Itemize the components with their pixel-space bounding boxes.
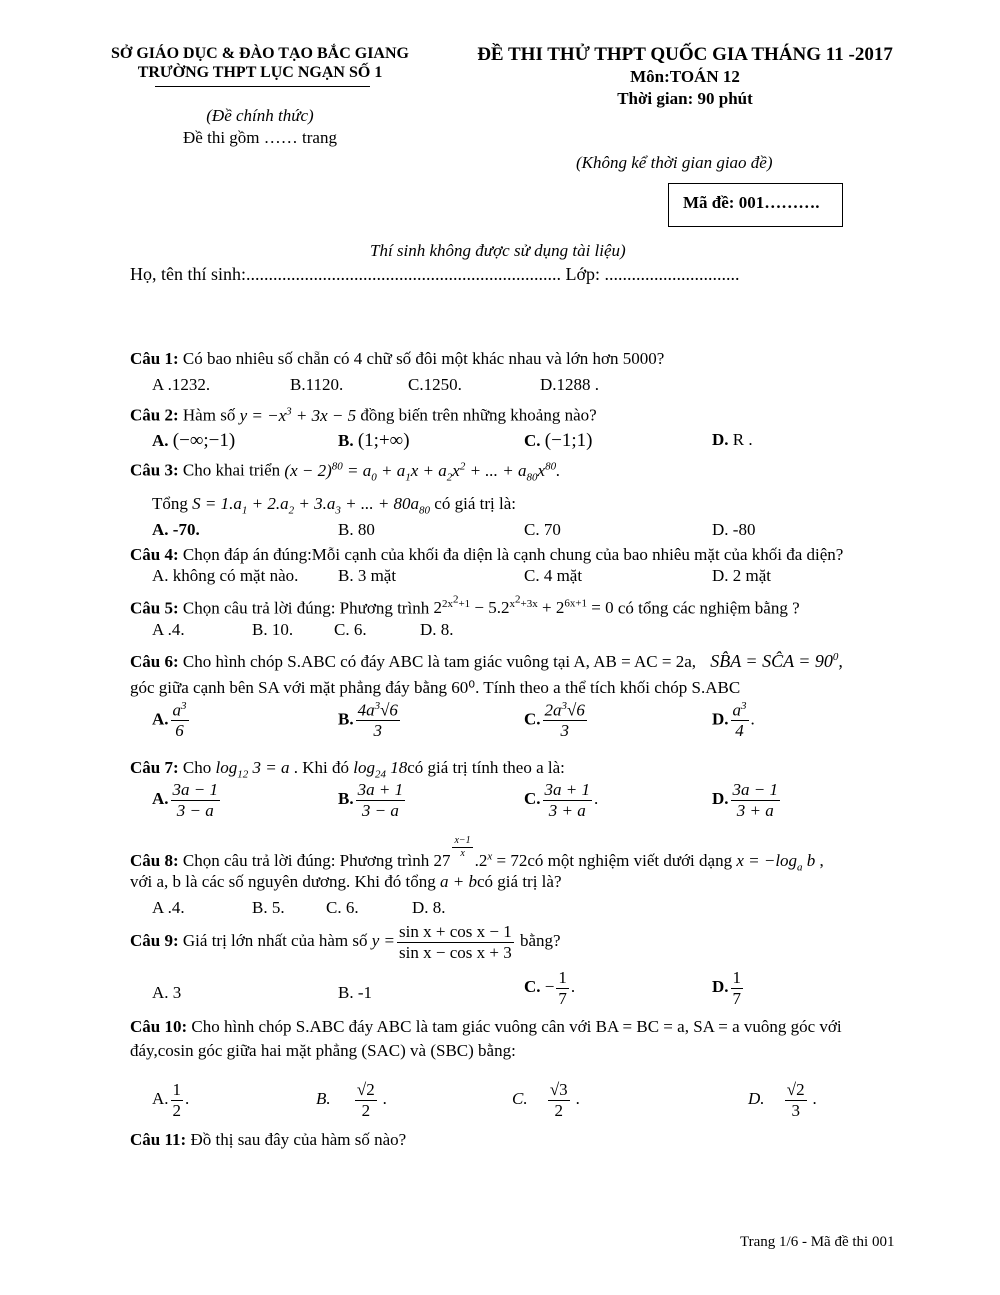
question-11: Câu 11: Đồ thị sau đây của hàm số nào? [130,1130,407,1149]
q6-option-d: D. $\frac{a^3}{4}$ . [712,700,755,741]
q7-target: $\log_{24} 18$ [353,758,408,781]
q9-option-a: A. 3 [152,983,182,1002]
q6-option-c: C. $\frac{2a^3√6}{3}$ [524,700,585,741]
question-3: Câu 3: Cho khai triển $(x - 2)^{80} = a_0 + a_1x + a_2x^2$ + ... + $a_{80}x^{80}$. [130,460,561,484]
q3-option-a: A. -70. [152,520,200,539]
page-footer: Trang 1/6 - Mã đề thi 001 [740,1234,895,1250]
q2-option-c: C. (−1;1) [524,430,593,451]
question-6: Câu 6: Cho hình chóp S.ABC có đáy ABC là tam giác vuông tại A, AB = AC = 2a, SB̂A = SĈA = $90^0$, [130,651,843,671]
q8-option-c: C. 6. [326,898,359,917]
q5-option-a: A .4. [152,620,185,639]
school-name: TRƯỜNG THPT LỤC NGẠN SỐ 1 [137,64,383,81]
header-underline [155,86,370,87]
q7-option-b: B. $\frac{3a + 1}{3 - a}$ [338,780,404,820]
question-6-line2: góc giữa cạnh bên SA với mặt phẳng đáy bằng 60⁰. Tính theo a thể tích khối chóp S.ABC [130,678,741,697]
q8-option-a: A .4. [152,898,185,917]
q9-option-b: B. -1 [338,983,372,1002]
q2-option-a: A. (−∞;−1) [152,430,236,451]
official-label: (Đề chính thức) [206,106,314,125]
q6-option-b: B. $\frac{4a^3√6}{3}$ [338,700,398,741]
exam-title: ĐỀ THI THỬ THPT QUỐC GIA THÁNG 11 -2017 [477,44,893,65]
q8-form: $x = -\log_a$ b [736,850,816,874]
q3-option-b: B. 80 [338,520,375,539]
question-9: Câu 9: Giá trị lớn nhất của hàm số y = $\frac{\text{sin x + cos x − 1}}{\text{sin x − cos x + 3}}$ bằng? [130,922,561,962]
q7-option-d: D. $\frac{3a - 1}{3 + a}$ [712,780,779,820]
q9-option-d: D. $\frac{1}{7}$ [712,968,742,1008]
q1-option-c: C.1250. [408,375,462,394]
question-4: Câu 4: Chọn đáp án đúng:Mỗi cạnh của khối đa diện là cạnh chung của bao nhiêu mặt của khối đa diện? [130,545,844,564]
q3-formula: $(x - 2)^{80} = a_0 + a_1x + a_2x^2$ + ... + $a_{80}x^{80}$. [284,460,561,484]
q2-option-d: D. R . [712,430,753,449]
q10-option-d: D. $\frac{√2}{3}$ . [748,1080,818,1120]
question-8: Câu 8: Chọn câu trả lời đúng: Phương trình 27 $^{\frac{x-1}{x}}$ $.2^x$ = 72có một nghiệm viết dưới dạng $x = -\log_a$ b , [130,835,824,874]
q4-option-a: A. không có mặt nào. [152,566,299,585]
q4-option-d: D. 2 mặt [712,566,772,585]
question-10-line2: đáy,cosin góc giữa hai mặt phẳng (SAC) và (SBC) bằng: [130,1041,516,1060]
subject: Môn:TOÁN 12 [630,67,740,86]
question-5: Câu 5: Chọn câu trả lời đúng: Phương trình $2^{2x^2+1} - 5.2^{x^2+3x} + 2^{6x+1} = 0$ có tổng các nghiệm bằng ? [130,593,800,618]
exam-code-box [668,183,843,227]
q5-option-c: C. 6. [334,620,367,639]
q7-given: $\log_{12} 3 = a$ [215,758,290,781]
q7-option-a: A. $\frac{3a - 1}{3 - a}$ [152,780,219,820]
question-1: Câu 1: Có bao nhiêu số chẵn có 4 chữ số đôi một khác nhau và lớn hơn 5000? [130,349,665,368]
time-note: (Không kể thời gian giao đề) [576,153,773,172]
page-count: Đề thi gồm …… trang [183,128,337,147]
exam-time: Thời gian: 90 phút [617,89,753,108]
q9-formula: $\frac{\text{sin x + cos x − 1}}{\text{sin x − cos x + 3}}$ [399,922,512,962]
q4-option-c: C. 4 mặt [524,566,583,585]
q6-option-a: A. $\frac{a^3}{6}$ [152,700,187,741]
candidate-name-line: Họ, tên thí sinh:...................................................................... Lớp: .............................. [130,264,740,284]
question-8-line2: với a, b là các số nguyên dương. Khi đó tổng a + bcó giá trị là? [130,872,562,891]
q3-option-c: C. 70 [524,520,561,539]
q8-formula: 27 $^{\frac{x-1}{x}}$ $.2^x = 72$ [433,835,528,870]
dept-name: SỞ GIÁO DỤC & ĐÀO TẠO BẮC GIANG [111,45,409,62]
question-3-sum: Tổng $S = 1.a_1 + 2.a_2 + 3.a_3$ + ... + $80a_{80}$ có giá trị là: [152,494,516,517]
q10-option-b: B. $\frac{√2}{2}$ . [316,1080,388,1120]
exam-code: Mã đề: 001………. [683,193,820,212]
q6-angle-formula: SB̂A = SĈA = $90^0$, [710,651,843,671]
q2-option-b: B. (1;+∞) [338,430,410,451]
question-10: Câu 10: Cho hình chóp S.ABC đáy ABC là tam giác vuông cân với BA = BC = a, SA = a vuông góc với [130,1017,842,1036]
q5-option-b: B. 10. [252,620,294,639]
question-2: Câu 2: Hàm số $y = -x^3 + 3x - 5$ đồng biến trên những khoảng nào? [130,405,597,425]
q8-option-d: D. 8. [412,898,446,917]
q1-option-d: D.1288 . [540,375,600,394]
q10-option-c: C. $\frac{√3}{2}$ . [512,1080,581,1120]
q7-option-c: C. $\frac{3a + 1}{3 + a}$ . [524,780,599,820]
question-7: Câu 7: Cho $\log_{12} 3 = a$ . Khi đó $\log_{24}$ 18có giá trị tính theo a là: [130,758,565,781]
q10-option-a: A. $\frac{1}{2}$ . [152,1080,190,1120]
q5-option-d: D. 8. [420,620,454,639]
no-documents-note: Thí sinh không được sử dụng tài liệu) [370,241,626,260]
q9-option-c: C. − $\frac{1}{7}$ . [524,968,576,1008]
q4-option-b: B. 3 mặt [338,566,397,585]
q1-option-a: A .1232. [152,375,211,394]
q1-option-b: B.1120. [290,375,344,394]
q3-sum-formula: $S = 1.a_1 + 2.a_2 + 3.a_3$ + ... + $80a_{80}$ [192,494,431,517]
q8-option-b: B. 5. [252,898,285,917]
q2-formula: $y = -x^3 + 3x - 5$ [239,405,357,425]
q5-formula: $2^{2x^2+1} - 5.2^{x^2+3x} + 2^{6x+1} = 0$ [433,593,614,618]
q3-option-d: D. -80 [712,520,756,539]
